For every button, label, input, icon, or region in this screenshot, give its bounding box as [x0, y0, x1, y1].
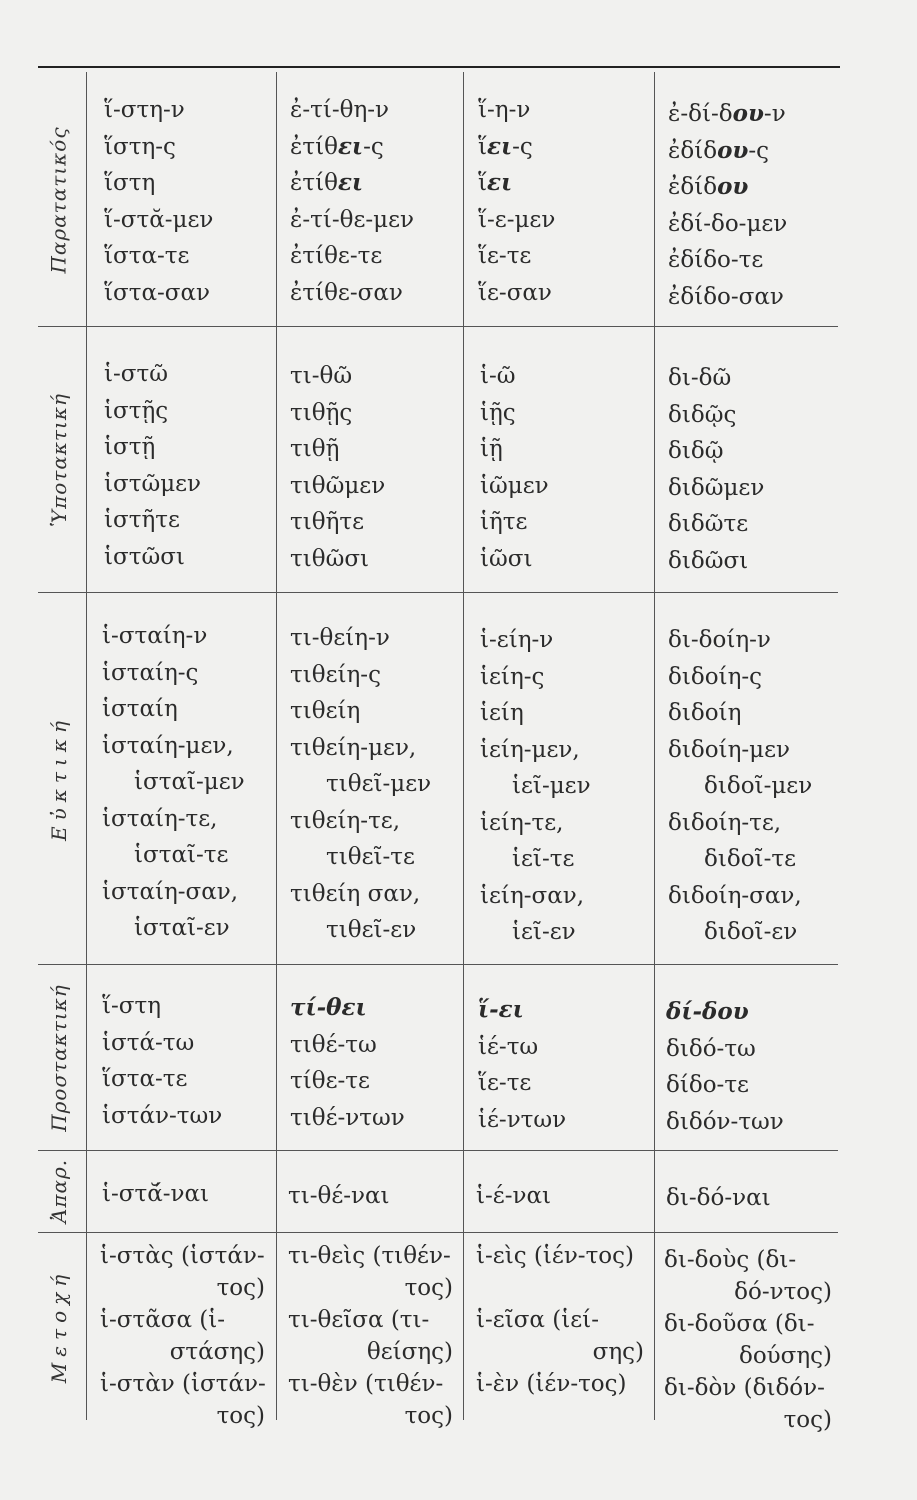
top-rule [38, 66, 840, 68]
form-line: ἱσταίη [102, 696, 178, 722]
form-line: ἱείη-ς [480, 663, 545, 690]
form-line: ἱ-είη-ν [480, 627, 554, 653]
form-line: διδοίη-μεν [668, 736, 790, 763]
form-line: ἱστῇς [104, 397, 169, 424]
prostaktiki-column-1 [102, 988, 222, 1134]
section-divider [38, 1232, 838, 1233]
form-line: τιθεῖ-μεν [326, 771, 432, 797]
form-line: διδῶσι [668, 547, 749, 574]
section-divider [38, 326, 838, 327]
form-line: διδοῖ-μεν [704, 773, 813, 799]
metochi-column-4 [664, 1244, 832, 1436]
form-line: ἐδίδο-σαν [668, 283, 784, 310]
form-line: ἱ-στᾰ́-ναι [102, 1181, 210, 1207]
form-line: ἵε-τε [478, 243, 532, 269]
prostaktiki-column-2 [290, 990, 405, 1136]
apar-column-2 [288, 1178, 390, 1215]
column-divider [463, 72, 464, 1420]
hypotaktiki-column-3 [480, 358, 549, 577]
section-label-metochi: Μετοχή [47, 1268, 72, 1384]
form-line: ἱείη [480, 700, 524, 726]
form-line: ἱῶμεν [480, 472, 549, 499]
form-line: διδόν-των [666, 1108, 784, 1135]
form-line: τί-θει [290, 994, 367, 1021]
form-line: ἐδί-δο-μεν [668, 210, 788, 237]
form-line: ἐδίδου [668, 173, 749, 200]
form-line: ἱεῖ-εν [512, 919, 576, 945]
form-line: ἵστη-ς [104, 133, 176, 160]
form-line: διδοῖ-τε [704, 846, 796, 872]
form-line: ἱεῖ-μεν [512, 773, 591, 799]
form-line: ἱστάν-των [102, 1102, 223, 1129]
apar-column-4 [666, 1180, 771, 1217]
form-line: ἵε-σαν [478, 279, 552, 306]
form-line: τι-θῶ [290, 363, 353, 389]
paratatikos-column-1 [104, 92, 213, 311]
form-line: ἱσταῖ-εν [134, 915, 230, 941]
section-label-apar: Ἀπαρ. [47, 1158, 71, 1224]
euktiki-column-2 [290, 620, 431, 949]
form-line: ἵει [478, 169, 513, 196]
form-line: ἐδίδου-ς [668, 136, 770, 164]
form-line: ἱ-σταίη-ν [102, 623, 208, 649]
prostaktiki-column-3 [478, 992, 566, 1138]
form-line: ἐτίθει [290, 169, 364, 196]
form-line: ἱέ-ντων [478, 1106, 567, 1133]
form-line: ἱῶσι [480, 545, 533, 572]
form-line: δι-δό-ναι [666, 1185, 771, 1211]
section-label-paratatikos: Παρατατικός [47, 126, 72, 274]
form-line: ἱστῇ [104, 434, 156, 460]
form-line: τι-θεὶς (τιθέν- [288, 1243, 451, 1269]
form-line: ἱ-στῶ [104, 361, 168, 387]
form-line: ἵστα-σαν [104, 279, 210, 306]
form-line: τιθῶσι [290, 545, 370, 572]
form-line: ἱσταίη-σαν, [102, 878, 239, 905]
form-line: δι-δοῦσα (δι- [664, 1311, 815, 1337]
form-line: τιθέ-τω [290, 1031, 377, 1058]
form-line: τος) [216, 1275, 265, 1301]
form-line: διδῶτε [668, 511, 749, 537]
form-line: ἱ-στὰν (ἱστάν- [100, 1371, 266, 1397]
form-line: δούσης) [738, 1343, 832, 1369]
form-line: ἱσταῖ-τε [134, 842, 229, 868]
form-line: δί-δου [666, 998, 749, 1025]
form-line: διδῷ [668, 438, 724, 464]
form-line: ἐ-δί-δου-ν [668, 100, 786, 127]
form-line: δι-δοὺς (δι- [664, 1247, 797, 1273]
form-line: θείσης) [366, 1339, 453, 1365]
form-line: τιθέ-ντων [290, 1104, 405, 1131]
form-line: τιθείη σαν, [290, 880, 421, 907]
metochi-column-1 [100, 1240, 265, 1432]
form-line: ἱσταίη-τε, [102, 805, 218, 832]
form-line: ἵστα-τε [104, 243, 190, 269]
section-label-euktiki: Εὐκτική [47, 714, 72, 841]
form-line: ἵ-στη [102, 993, 161, 1019]
form-line: ἱεῖ-τε [512, 846, 575, 872]
apar-column-3 [476, 1178, 551, 1215]
form-line: τιθείη-τε, [290, 807, 401, 834]
form-line: ἵστα-τε [102, 1066, 188, 1092]
form-line: δι-δῶ [668, 365, 732, 391]
section-label-hypotaktiki: Ὑποτακτική [47, 393, 72, 527]
form-line: δίδο-τε [666, 1072, 749, 1098]
hypotaktiki-column-2 [290, 358, 385, 577]
form-line: ἵ-η-ν [478, 97, 531, 123]
metochi-column-2 [288, 1240, 453, 1432]
section-divider [38, 592, 838, 593]
form-line: ἱ-στᾶσα (ἱ- [100, 1307, 226, 1333]
form-line: διδοίη [668, 700, 742, 726]
form-line: ἐ-τί-θε-μεν [290, 206, 415, 233]
form-line: ἐτίθει-ς [290, 132, 384, 160]
form-line: διδῶμεν [668, 474, 765, 501]
column-divider [276, 72, 277, 1420]
euktiki-column-3 [480, 622, 591, 951]
form-line: ἐδίδο-τε [668, 247, 764, 273]
form-line: διδοίη-τε, [668, 809, 782, 836]
form-line: ἐ-τί-θη-ν [290, 97, 390, 123]
form-line: ἐτίθε-σαν [290, 279, 403, 306]
section-divider [38, 964, 838, 965]
section-divider [38, 1150, 838, 1151]
form-line: τος) [216, 1403, 265, 1429]
form-line: ἵει-ς [478, 132, 533, 160]
form-line: ἱστῶσι [104, 543, 185, 570]
form-line: τιθῇ [290, 436, 340, 462]
form-line: ἵ-ε-μεν [478, 206, 556, 233]
form-line: τος) [404, 1275, 453, 1301]
form-line: στάσης) [169, 1339, 265, 1365]
hypotaktiki-column-4 [668, 360, 764, 579]
form-line: ἱστῶμεν [104, 470, 202, 497]
form-line: ἱῇς [480, 399, 516, 426]
form-line: ἱείη-μεν, [480, 736, 580, 763]
form-line: ἱσταῖ-μεν [134, 769, 245, 795]
form-line: ἱ-εῖσα (ἱεί- [476, 1307, 599, 1333]
form-line: ἱ-στὰς (ἱστάν- [100, 1243, 265, 1269]
form-line: ἱστά-τω [102, 1029, 195, 1056]
form-line: τιθεῖ-τε [326, 844, 415, 870]
form-line: τιθῇς [290, 399, 353, 426]
form-line: τιθῶμεν [290, 472, 386, 499]
form-line: ἱῇ [480, 436, 503, 462]
hypotaktiki-column-1 [104, 356, 201, 575]
paratatikos-column-3 [478, 92, 555, 311]
form-line: σης) [592, 1339, 644, 1365]
form-line: τος) [783, 1407, 832, 1433]
prostaktiki-column-4 [666, 994, 784, 1140]
form-line: δι-δοίη-ν [668, 627, 771, 653]
form-line: ἱσταίη-ς [102, 659, 199, 686]
form-line: δό-ντος) [734, 1279, 832, 1305]
form-line: τι-θείη-ν [290, 625, 390, 651]
form-line: ἵστη [104, 170, 156, 196]
section-label-prostaktiki: Προστακτική [47, 983, 71, 1132]
form-line: ἱῆτε [480, 509, 528, 535]
form-line: ἱστῆτε [104, 507, 180, 533]
form-line: ἱ-ὲν (ἱέν-τος) [476, 1371, 627, 1397]
form-line: ἵ-ει [478, 996, 524, 1023]
form-line: ἱ-εὶς (ἱέν-τος) [476, 1243, 635, 1269]
form-line: τιθείη-ς [290, 661, 381, 688]
form-line: τι-θέ-ναι [288, 1183, 390, 1209]
form-line: διδοίη-ς [668, 663, 763, 690]
form-line: ἱ-έ-ναι [476, 1183, 552, 1209]
form-line: τι-θεῖσα (τι- [288, 1307, 430, 1333]
form-line: τος) [404, 1403, 453, 1429]
form-line: τιθείη [290, 698, 361, 724]
form-line: ἱέ-τω [478, 1033, 539, 1060]
form-line: διδοῖ-εν [704, 919, 798, 945]
form-line: τίθε-τε [290, 1068, 370, 1094]
form-line: τιθείη-μεν, [290, 734, 417, 761]
form-line: ἐτίθε-τε [290, 243, 383, 269]
apar-column-1 [102, 1176, 209, 1213]
form-line: ἱείη-σαν, [480, 882, 585, 909]
form-line: ἵε-τε [478, 1070, 532, 1096]
form-line: ἵ-στη-ν [104, 97, 185, 123]
column-divider [654, 72, 655, 1420]
form-line: ἱ-ῶ [480, 363, 516, 389]
column-divider [86, 72, 87, 1420]
form-line: ἵ-στᾰ-μεν [104, 206, 214, 233]
paratatikos-column-2 [290, 92, 414, 311]
form-line: ἱσταίη-μεν, [102, 732, 234, 759]
form-line: τιθεῖ-εν [326, 917, 417, 943]
form-line: διδό-τω [666, 1035, 756, 1062]
form-line: τι-θὲν (τιθέν- [288, 1371, 444, 1397]
form-line: δι-δὸν (διδόν- [664, 1375, 825, 1401]
euktiki-column-1 [102, 618, 245, 947]
euktiki-column-4 [668, 622, 812, 951]
form-line: ἱείη-τε, [480, 809, 564, 836]
form-line: τιθῆτε [290, 509, 365, 535]
form-line: διδῷς [668, 401, 737, 428]
form-line: διδοίη-σαν, [668, 882, 802, 909]
paratatikos-column-4 [668, 96, 787, 315]
metochi-column-3 [476, 1240, 644, 1400]
